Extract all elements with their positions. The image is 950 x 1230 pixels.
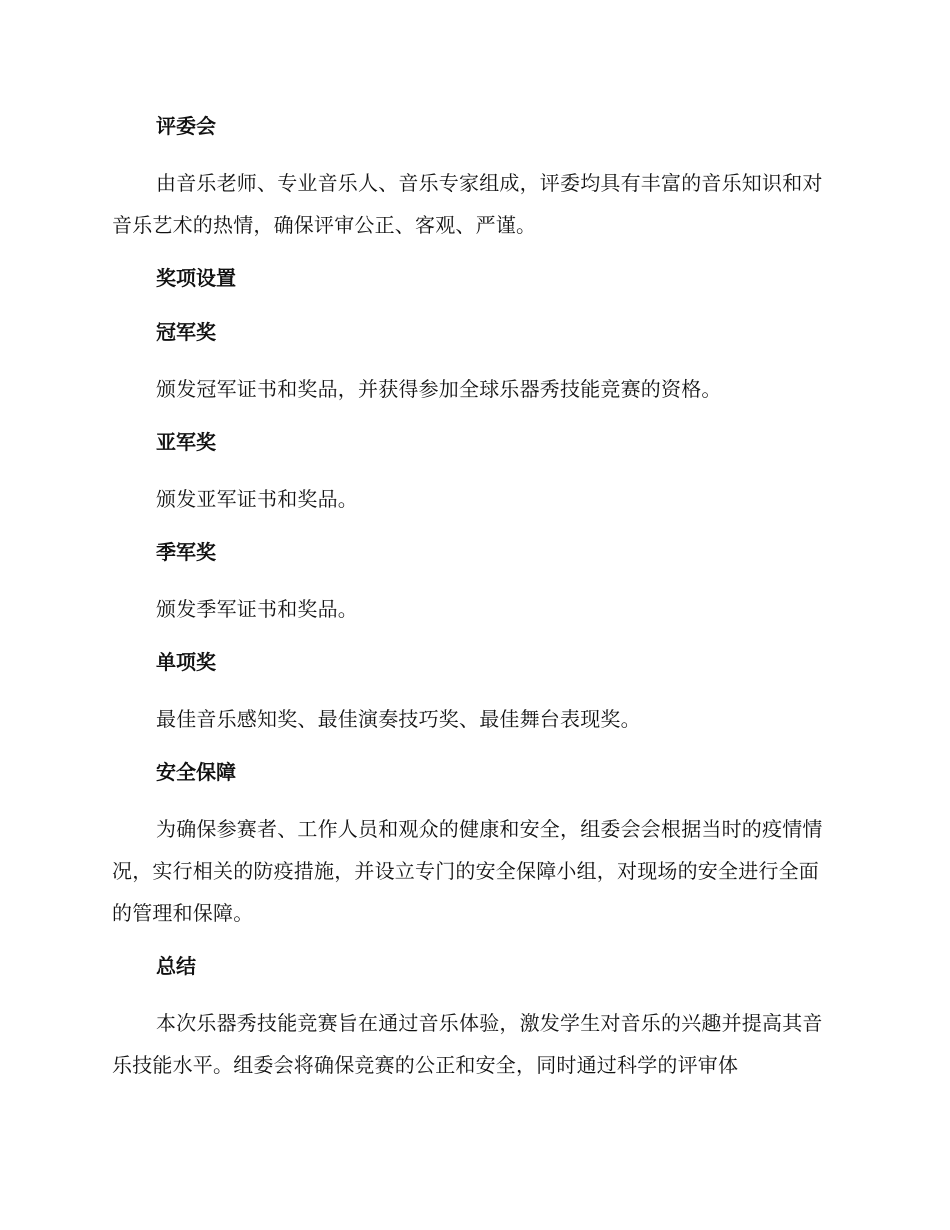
section-text-safety: 为确保参赛者、工作人员和观众的健康和安全，组委会会根据当时的疫情情况，实行相关的防疫措施，并设立专门的安全保障小组，对现场的安全进行全面的管理和保障。 [112,817,823,925]
document-page [112,108,832,1100]
section-text-individual-awards: 最佳音乐感知奖、最佳演奏技巧奖、最佳舞台表现奖。 [156,707,641,731]
section-heading-safety: 安全保障 [156,760,236,784]
section-text-runner-up: 颁发亚军证书和奖品。 [156,487,358,511]
section-text-summary: 本次乐器秀技能竞赛旨在通过音乐体验，激发学生对音乐的兴趣并提高其音乐技能水平。组委会将确保竞赛的公正和安全，同时通过科学的评审体 [112,1011,823,1077]
section-heading-third-place: 季军奖 [156,540,216,564]
section-heading-summary: 总结 [156,954,196,978]
section-heading-champion: 冠军奖 [156,320,216,344]
section-heading-individual-awards: 单项奖 [156,650,216,674]
section-text-champion: 颁发冠军证书和奖品，并获得参加全球乐器秀技能竞赛的资格。 [156,377,722,401]
section-text-judges: 由音乐老师、专业音乐人、音乐专家组成，评委均具有丰富的音乐知识和对音乐艺术的热情，确保评审公正、客观、严谨。 [112,171,823,237]
section-heading-runner-up: 亚军奖 [156,430,216,454]
section-heading-awards: 奖项设置 [156,266,236,290]
section-text-third-place: 颁发季军证书和奖品。 [156,597,358,621]
section-heading-judges: 评委会 [156,114,216,138]
